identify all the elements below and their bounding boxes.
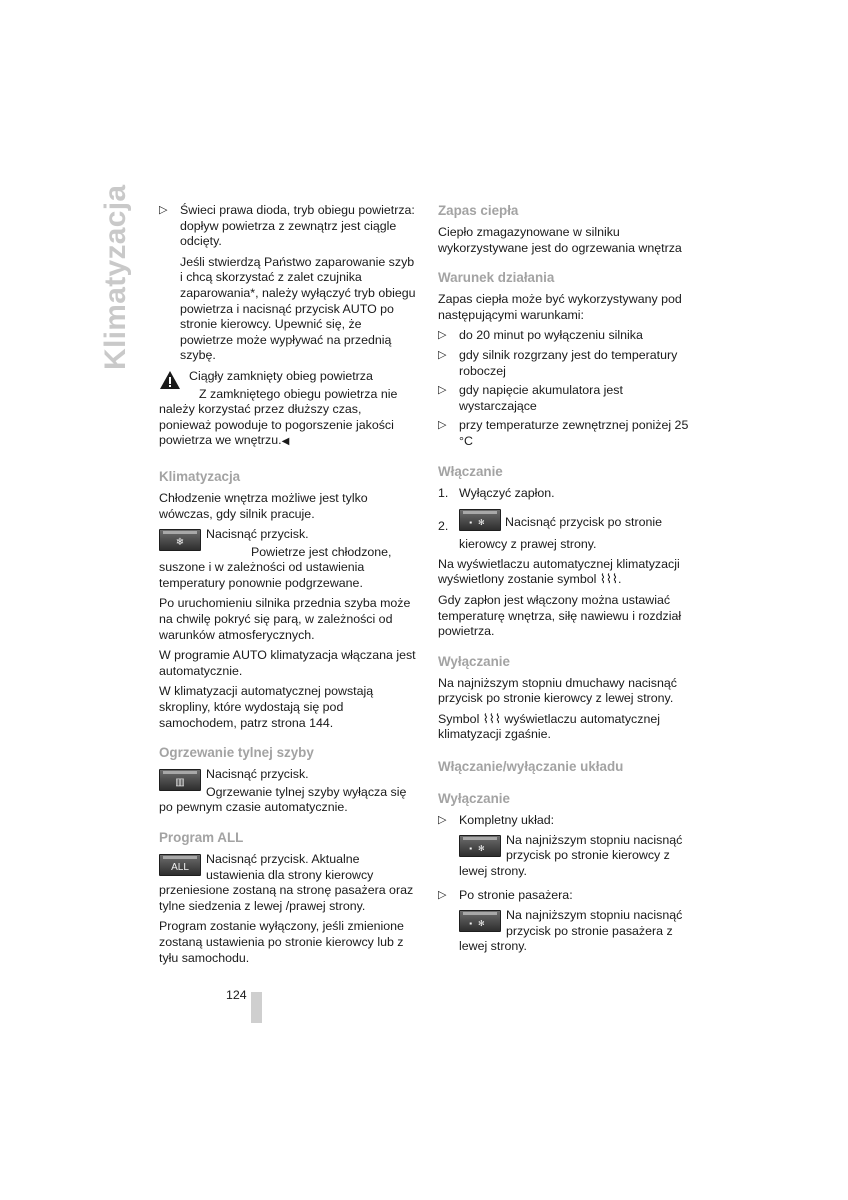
instruction-text: Nacisnąć przycisk.	[206, 767, 309, 782]
triangle-right-icon: ▷	[438, 889, 447, 902]
rear-defrost-button[interactable]	[159, 769, 201, 791]
all-button-label: ALL	[171, 862, 189, 873]
list-item-text: Po stronie pasażera:	[459, 888, 573, 903]
list-item	[438, 383, 696, 414]
side-section-title: Klimatyzacja	[99, 184, 132, 370]
instruction-text: Na najniższym stopniu nacisnąć przycisk po stronie kierowcy z lewej strony.	[459, 832, 683, 878]
button-instruction	[159, 767, 417, 816]
section-heading-wylaczanie: Wyłączanie	[438, 653, 510, 669]
step-text: Nacisnąć przycisk po stronie kierowcy z prawej strony.	[459, 515, 663, 552]
instruction-text: Nacisnąć przycisk. Aktualne ustawienia dla strony kierowcy przeniesione zostaną na stronę pasażera oraz tylne siedzenia z lewej /prawej strony.	[159, 852, 414, 913]
list-item	[438, 813, 696, 884]
list-item-text: gdy napięcie akumulatora jest wystarczające	[459, 383, 623, 413]
list-item-text: do 20 minut po wyłączeniu silnika	[459, 328, 643, 343]
triangle-right-icon: ▷	[438, 384, 447, 397]
section-heading-wlaczanie: Włączanie	[438, 463, 503, 479]
triangle-right-icon: ▷	[159, 204, 168, 216]
paragraph: Symbol ⌇⌇⌇ wyświetlaczu automatycznej klimatyzacji zgaśnie.	[438, 711, 660, 742]
button-instruction	[159, 852, 417, 914]
paragraph: Program zostanie wyłączony, jeśli zmienione zostaną ustawienia po stronie kierowcy lub z tyłu samochodu.	[159, 919, 404, 965]
fan-icon: ▪✻	[469, 843, 491, 853]
list-item	[438, 348, 696, 379]
right-column	[438, 203, 696, 964]
section-heading-uklad: Włączanie/wyłączanie układu	[438, 759, 624, 775]
list-item	[159, 203, 417, 364]
paragraph: Na wyświetlaczu automatycznej klimatyzacji wyświetlony zostanie symbol ⌇⌇⌇.	[438, 556, 680, 587]
triangle-right-icon: ▷	[438, 348, 447, 361]
paragraph: Zapas ciepła może być wykorzystywany pod następującymi warunkami:	[438, 292, 682, 322]
list-item-text: Kompletny układ:	[459, 813, 555, 828]
system-off-passenger-button[interactable]	[459, 910, 501, 932]
instruction-text: Nacisnąć przycisk.	[206, 527, 309, 542]
list-item	[438, 418, 696, 449]
rear-defrost-icon: ▥	[175, 777, 185, 789]
left-column	[159, 203, 417, 971]
instruction-text-continued: Powietrze jest chłodzone, suszone i w zależności od ustawienia temperatury ponownie podgrzewane.	[159, 544, 392, 590]
section-heading-zapas: Zapas ciepła	[438, 203, 519, 218]
section-heading-wylaczanie-system: Wyłączanie	[438, 791, 510, 807]
triangle-right-icon: ▷	[438, 329, 447, 342]
list-item-text: przy temperaturze zewnętrznej poniżej 25 °C	[459, 418, 689, 448]
step-number: 2.	[438, 519, 449, 534]
fan-icon: ▪✻	[469, 518, 491, 528]
paragraph: W klimatyzacji automatycznej powstają skropliny, które wydostają się pod samochodem, patrz strona 144.	[159, 684, 374, 730]
page-marker-bar	[251, 992, 262, 1023]
triangle-right-icon: ▷	[438, 814, 447, 827]
triangle-left-icon: ◀	[281, 436, 290, 448]
fan-icon: ▪✻	[469, 919, 491, 929]
warning-text: Z zamkniętego obiegu powietrza nie należy korzystać przez dłuższy czas, ponieważ powoduje to pogorszenie jakości powietrza we wnętrzu.	[159, 386, 398, 448]
all-button[interactable]	[159, 854, 201, 876]
warning-title: Ciągły zamknięty obieg powietrza	[189, 368, 373, 383]
page-number: 124	[226, 988, 247, 1002]
warning-triangle-icon	[159, 370, 181, 390]
snowflake-icon: ❄	[175, 537, 185, 549]
section-heading-program-all: Program ALL	[159, 830, 244, 845]
step-item	[438, 509, 696, 552]
paragraph: Gdy zapłon jest włączony można ustawiać temperaturę wnętrza, siłę nawiewu i rozdział powietrza.	[438, 592, 682, 639]
heat-reserve-button[interactable]	[459, 509, 501, 531]
step-item	[438, 486, 696, 502]
triangle-right-icon: ▷	[438, 419, 447, 432]
section-heading-warunek: Warunek działania	[438, 270, 555, 286]
list-item	[438, 328, 696, 344]
list-item	[438, 888, 696, 959]
instruction-text: Na najniższym stopniu nacisnąć przycisk po stronie pasażera z lewej strony.	[459, 908, 683, 954]
bullet-text-continued: Jeśli stwierdzą Państwo zaparowanie szyb i chcą skorzystać z zalet czujnika zaparowania*, należy wyłączyć tryb obiegu powietrza i nacisnąć przycisk AUTO po stronie kierowcy. Upewnić się, że powietrze może wypływać na przednią szybę.	[180, 254, 416, 363]
paragraph: Chłodzenie wnętrza możliwe jest tylko wówczas, gdy silnik pracuje.	[159, 490, 368, 521]
section-heading-rear-defrost: Ogrzewanie tylnej szyby	[159, 745, 314, 761]
system-off-driver-button[interactable]	[459, 835, 501, 857]
section-heading-klimatyzacja: Klimatyzacja	[159, 468, 241, 484]
paragraph: Ciepło zmagazynowane w silniku wykorzystywane jest do ogrzewania wnętrza	[438, 225, 682, 255]
ac-button[interactable]	[159, 529, 201, 551]
paragraph: Po uruchomieniu silnika przednia szyba może na chwilę pokryć się parą, w zależności od warunków atmosferycznych.	[159, 596, 411, 642]
instruction-text-continued: Ogrzewanie tylnej szyby wyłącza się po pewnym czasie automatycznie.	[159, 784, 407, 815]
warning-block	[159, 369, 417, 455]
list-item-text: gdy silnik rozgrzany jest do temperatury roboczej	[459, 347, 678, 378]
step-text: Wyłączyć zapłon.	[459, 485, 555, 500]
paragraph: Na najniższym stopniu dmuchawy nacisnąć przycisk po stronie kierowcy z lewej strony.	[438, 675, 677, 706]
paragraph: W programie AUTO klimatyzacja włączana jest automatycznie.	[159, 648, 416, 678]
bullet-text: Świeci prawa dioda, tryb obiegu powietrza: dopływ powietrza z zewnątrz jest ciągle odcięty.	[180, 203, 415, 249]
step-number: 1.	[438, 485, 449, 500]
button-instruction	[159, 527, 417, 591]
